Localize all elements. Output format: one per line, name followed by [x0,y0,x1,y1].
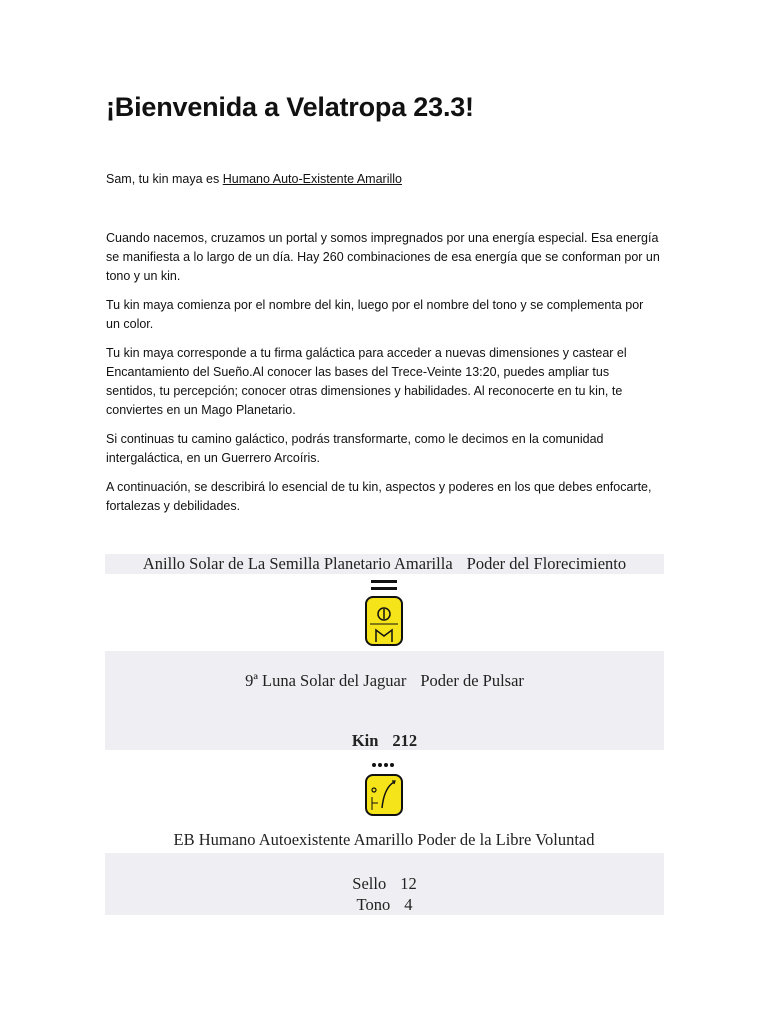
solar-ring-power: Poder del Florecimiento [466,554,627,573]
solar-ring-name: Anillo Solar de La Semilla Planetario Amarilla [142,554,453,573]
paragraph: Tu kin maya comienza por el nombre del kin, luego por el nombre del tono y se complementa por un color. [106,298,644,331]
moon-band [105,651,664,750]
glyph-name: EB Humano Autoexistente Amarillo [173,830,414,849]
sello-row [105,874,664,894]
page-title: ¡Bienvenida a Velatropa 23.3! [106,92,474,122]
glyph-row [0,830,768,850]
human-glyph-cell [356,756,411,818]
tono-row [105,895,664,915]
paragraph: Tu kin maya corresponde a tu firma galáctica para acceder a nuevas dimensiones y castear el Encantamiento del Sueño.Al conocer las bases del Trece-Veinte 13:20, puedes ampliar tus sentidos, tu percepción; conocer otras dimensiones y habilidades. Al reconocerte en tu kin, te conviertes en un Mago Planetario. [106,346,627,417]
tono-value: 4 [404,895,413,914]
kin-row [105,731,664,751]
kin-number: 212 [392,731,418,750]
moon-row [105,671,664,691]
description-text [106,229,660,526]
paragraph: A continuación, se describirá lo esencial de tu kin, aspectos y poderes en los que debes enfocarte, fortalezas y debilidades. [106,480,652,513]
solar-ring-band [105,554,664,574]
moon-power: Poder de Pulsar [420,671,524,690]
seed-glyph-icon [361,578,407,650]
kin-name-link[interactable]: Humano Auto-Existente Amarillo [222,172,402,186]
paragraph: Cuando nacemos, cruzamos un portal y somos impregnados por una energía especial. Esa energía se manifiesta a lo largo de un día. Hay 260 combinaciones de esa energía que se conforman por un tono y un kin. [106,231,660,283]
sello-value: 12 [400,874,417,893]
solar-ring-row [105,554,664,574]
paragraph: Si continuas tu camino galáctico, podrás transformarte, como le decimos en la comunidad intergaláctica, en un Guerrero Arcoíris. [106,432,604,465]
sello-tono-band [105,853,664,915]
human-glyph-icon [356,756,411,818]
kin-intro [106,172,402,186]
seed-glyph-cell [356,574,411,651]
glyph-power: Poder de la Libre Voluntad [417,830,595,849]
sello-label: Sello [352,874,387,893]
moon-name: 9ª Luna Solar del Jaguar [245,671,407,690]
kin-label: Kin [351,731,379,750]
tono-label: Tono [356,895,391,914]
intro-prefix: Sam, tu kin maya es [106,172,223,186]
